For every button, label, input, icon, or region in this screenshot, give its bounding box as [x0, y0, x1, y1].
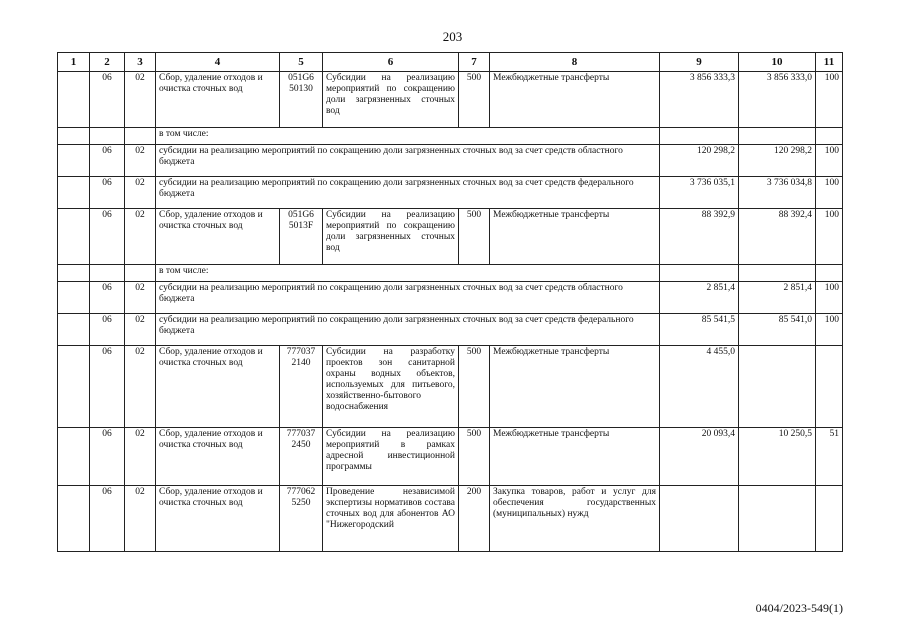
table-row	[58, 177, 843, 209]
cell-target-code: 777037 2450	[280, 428, 323, 486]
cell-subsection: 02	[125, 177, 156, 209]
cell-actual: 88 392,4	[739, 209, 816, 265]
cell-expense-name: Межбюджетные трансферты	[490, 428, 660, 486]
cell-actual: 10 250,5	[739, 428, 816, 486]
cell-actual	[739, 486, 816, 552]
cell-expense-type: 500	[459, 346, 490, 428]
cell-section: 06	[90, 282, 125, 314]
cell-target-code: 051G6 50130	[280, 72, 323, 128]
cell-percent: 100	[816, 282, 843, 314]
cell-expense-type: 500	[459, 428, 490, 486]
col-header: 11	[816, 53, 843, 72]
cell-name: Сбор, удаление отходов и очистка сточных вод	[156, 72, 280, 128]
cell-sub-description: субсидии на реализацию мероприятий по сокращению доли загрязненных сточных вод за счет средств федерального бюджета	[156, 177, 660, 209]
col-header: 5	[280, 53, 323, 72]
col-header: 7	[459, 53, 490, 72]
cell-including-label: в том числе:	[156, 128, 660, 145]
cell-including-label: в том числе:	[156, 265, 660, 282]
cell-actual: 3 856 333,0	[739, 72, 816, 128]
cell-section: 06	[90, 177, 125, 209]
table-row	[58, 486, 843, 552]
cell-target-code: 777037 2140	[280, 346, 323, 428]
cell-plan: 4 455,0	[660, 346, 739, 428]
cell-percent: 100	[816, 209, 843, 265]
cell-percent	[816, 346, 843, 428]
cell-percent: 100	[816, 72, 843, 128]
cell-plan: 120 298,2	[660, 145, 739, 177]
cell-actual	[739, 346, 816, 428]
cell-subsection: 02	[125, 145, 156, 177]
cell-expense-name: Закупка товаров, работ и услуг для обеспечения государственных (муниципальных) нужд	[490, 486, 660, 552]
cell-plan: 3 736 035,1	[660, 177, 739, 209]
cell-name: Сбор, удаление отходов и очистка сточных вод	[156, 346, 280, 428]
table-row	[58, 128, 843, 145]
cell-sub-description: субсидии на реализацию мероприятий по сокращению доли загрязненных сточных вод за счет средств областного бюджета	[156, 282, 660, 314]
cell-percent: 100	[816, 177, 843, 209]
document-code: 0404/2023-549(1)	[755, 601, 843, 615]
cell-plan	[660, 486, 739, 552]
cell-percent: 100	[816, 314, 843, 346]
cell-section: 06	[90, 72, 125, 128]
cell-expense-type: 500	[459, 72, 490, 128]
cell-expense-type: 200	[459, 486, 490, 552]
cell-subsection: 02	[125, 209, 156, 265]
cell-name: Сбор, удаление отходов и очистка сточных вод	[156, 486, 280, 552]
cell-expense-name: Межбюджетные трансферты	[490, 72, 660, 128]
cell-plan: 3 856 333,3	[660, 72, 739, 128]
cell-description: Проведение независимой экспертизы нормативов состава сточных вод для абонентов АО "Нижегородский	[323, 486, 459, 552]
cell-plan: 85 541,5	[660, 314, 739, 346]
cell-percent	[816, 486, 843, 552]
cell-percent: 100	[816, 145, 843, 177]
table-row	[58, 314, 843, 346]
page-number: 203	[442, 29, 463, 44]
table-row	[58, 346, 843, 428]
cell-expense-type: 500	[459, 209, 490, 265]
col-header: 4	[156, 53, 280, 72]
cell-expense-name: Межбюджетные трансферты	[490, 209, 660, 265]
cell-section: 06	[90, 145, 125, 177]
cell-subsection: 02	[125, 428, 156, 486]
cell-target-code: 777062 5250	[280, 486, 323, 552]
cell-actual: 85 541,0	[739, 314, 816, 346]
cell-target-code: 051G6 5013F	[280, 209, 323, 265]
cell-sub-description: субсидии на реализацию мероприятий по сокращению доли загрязненных сточных вод за счет средств федерального бюджета	[156, 314, 660, 346]
cell-description: Субсидии на реализацию мероприятий по сокращению доли загрязненных сточных вод	[323, 72, 459, 128]
col-header: 9	[660, 53, 739, 72]
cell-plan: 20 093,4	[660, 428, 739, 486]
col-header: 2	[90, 53, 125, 72]
col-header: 1	[58, 53, 90, 72]
table-row	[58, 145, 843, 177]
budget-table	[57, 52, 843, 552]
cell-subsection: 02	[125, 72, 156, 128]
cell-plan: 88 392,9	[660, 209, 739, 265]
cell-section: 06	[90, 346, 125, 428]
cell-name: Сбор, удаление отходов и очистка сточных вод	[156, 428, 280, 486]
cell-section: 06	[90, 486, 125, 552]
cell-description: Субсидии на реализацию мероприятий по сокращению доли загрязненных сточных вод	[323, 209, 459, 265]
table-row	[58, 265, 843, 282]
cell-sub-description: субсидии на реализацию мероприятий по сокращению доли загрязненных сточных вод за счет средств областного бюджета	[156, 145, 660, 177]
cell-actual: 120 298,2	[739, 145, 816, 177]
cell-section: 06	[90, 428, 125, 486]
cell-subsection: 02	[125, 486, 156, 552]
cell-subsection: 02	[125, 282, 156, 314]
col-header: 8	[490, 53, 660, 72]
col-header: 6	[323, 53, 459, 72]
cell-name: Сбор, удаление отходов и очистка сточных вод	[156, 209, 280, 265]
cell-section: 06	[90, 314, 125, 346]
table-row	[58, 428, 843, 486]
cell-description: Субсидии на разработку проектов зон санитарной охраны водных объектов, используемых для питьевого, хозяйственно-бытового водоснабжения	[323, 346, 459, 428]
table-row	[58, 72, 843, 128]
table-row	[58, 209, 843, 265]
cell-actual: 2 851,4	[739, 282, 816, 314]
cell-description: Субсидии на реализацию мероприятий в рамках адресной инвестиционной программы	[323, 428, 459, 486]
col-header: 10	[739, 53, 816, 72]
cell-subsection: 02	[125, 346, 156, 428]
cell-plan: 2 851,4	[660, 282, 739, 314]
cell-actual: 3 736 034,8	[739, 177, 816, 209]
table-row	[58, 282, 843, 314]
cell-section: 06	[90, 209, 125, 265]
header-row	[58, 53, 843, 72]
col-header: 3	[125, 53, 156, 72]
cell-expense-name: Межбюджетные трансферты	[490, 346, 660, 428]
cell-percent: 51	[816, 428, 843, 486]
cell-subsection: 02	[125, 314, 156, 346]
